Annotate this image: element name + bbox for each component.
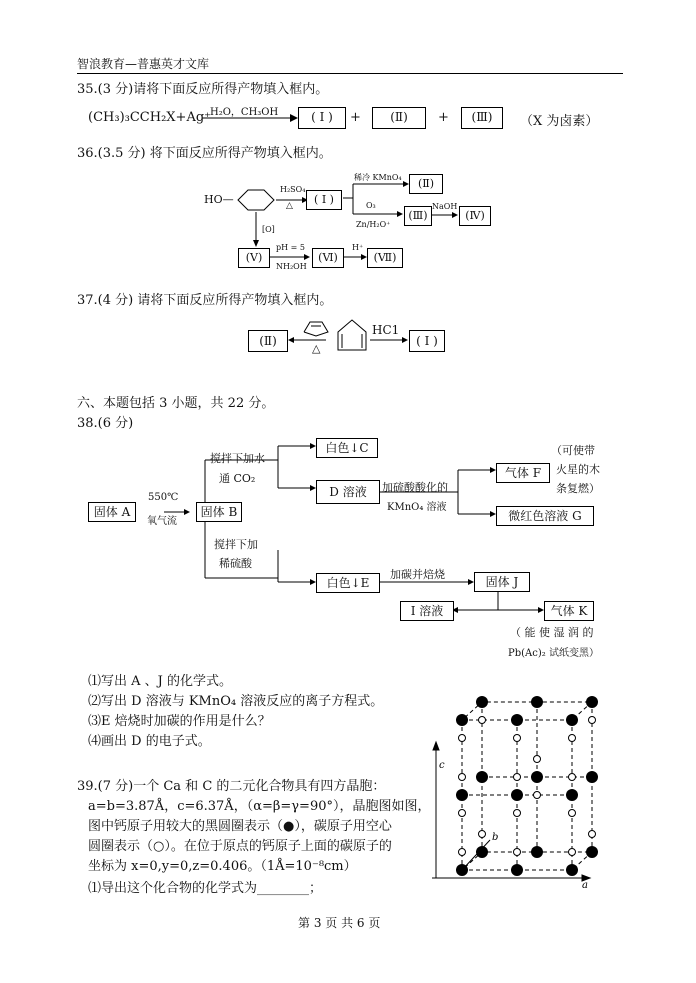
q35-arrow — [200, 112, 300, 124]
cyclopentadiene-structure — [304, 322, 328, 336]
q38-cond-temp: 550℃ — [148, 492, 179, 503]
header-rule — [77, 73, 623, 74]
q39-line-2: a=b=3.87Å，c=6.37Å，（α=β=γ=90°），晶胞图如图， — [88, 799, 431, 814]
q38-gas-f: 气体 F — [496, 463, 550, 483]
q38-i-solution: I 溶液 — [400, 601, 454, 621]
crystal-cell-figure — [432, 690, 612, 890]
q35-prompt: 请将下面反应所得产物填入框内。 — [133, 82, 329, 97]
q38-acid-label-1: 加硫酸酸化的 — [382, 481, 448, 494]
q37-hcl: HC1 — [372, 323, 400, 337]
q36-ph: pH = 5 — [276, 243, 305, 252]
q36-number: 36.(3.5 分) — [77, 146, 146, 161]
q36-box-3: (Ⅲ) — [404, 206, 432, 226]
page-footer: 第 3 页 共 6 页 — [298, 916, 381, 930]
q38-stir-acid-1: 搅拌下加 — [214, 538, 258, 551]
q38-stir-water: 搅拌下加水 — [210, 452, 265, 465]
q36-branch — [341, 176, 411, 226]
q35-box-1: ( I ) — [298, 107, 346, 129]
q38-solid-j: 固体 J — [474, 572, 530, 592]
q38-gas-k-note-1: （ 能 使 湿 润 的 — [510, 626, 594, 639]
section6-title: 六、本题包括 3 小题，共 22 分。 — [77, 396, 275, 411]
q35-condition: H₂O，CH₃OH — [210, 107, 279, 118]
q36-zn: Zn/H₂O⁺ — [356, 220, 391, 229]
q36-heading — [77, 142, 332, 161]
q35-box-3: (Ⅲ) — [461, 107, 503, 129]
q36-o3: O₃ — [366, 201, 376, 210]
q36-kmno4: 稀冷 KMnO₄ — [354, 173, 402, 182]
q35-heading — [77, 78, 328, 97]
q36-box-5: (Ⅴ) — [238, 248, 270, 268]
q35-box-2: (Ⅱ) — [372, 107, 426, 129]
q39-line-6: ⑴导出这个化合物的化学式为________； — [88, 881, 323, 896]
q36-nh2oh: NH₂OH — [276, 262, 307, 271]
q37-box-1: ( I ) — [409, 330, 445, 352]
q36-oxid: [O] — [262, 225, 275, 234]
q38-solution-g: 微红色溶液 G — [496, 506, 594, 526]
q38-sub-4: ⑷画出 D 的电子式。 — [88, 734, 211, 749]
cyclohexane-ring — [238, 190, 274, 210]
q38-carbon-label: 加碳并焙烧 — [390, 568, 445, 581]
q38-co2: 通 CO₂ — [219, 472, 256, 485]
q36-box-6: (Ⅵ) — [312, 248, 344, 268]
q36-h2so4: H₂SO₄ — [280, 185, 306, 194]
q38-sub-1: ⑴写出 A 、J 的化学式。 — [88, 674, 232, 689]
axis-c-label: c — [439, 760, 445, 771]
q38-white-c: 白色↓C — [316, 438, 378, 458]
q38-solid-a: 固体 A — [88, 502, 136, 522]
axis-a-label: a — [582, 880, 588, 890]
axis-b-label: b — [492, 832, 499, 843]
q36-prompt: 将下面反应所得产物填入框内。 — [149, 146, 332, 161]
q37-box-2: (Ⅱ) — [248, 330, 288, 352]
q37-heading — [77, 289, 332, 308]
q39-line-1: 39.(7 分)一个 Ca 和 C 的二元化合物具有四方晶胞： — [77, 779, 386, 794]
q38-gas-f-note-2: 火星的木 — [556, 463, 600, 476]
q38-gas-k-note-2: Pb(Ac)₂ 试纸变黑） — [508, 648, 599, 659]
q37-number: 37.(4 分) — [77, 293, 134, 308]
q36-box-1: ( I ) — [306, 190, 342, 210]
dicyclopentadiene-structure — [338, 320, 366, 350]
q38-sub-2: ⑵写出 D 溶液与 KMnO₄ 溶液反应的离子方程式。 — [88, 694, 384, 709]
q35-plus-2: + — [438, 110, 449, 125]
q39-line-3: 图中钙原子用较大的黑圆圈表示（●），碳原子用空心 — [88, 819, 392, 834]
q35-reactant: (CH₃)₃CCH₂X+Ag⁺ — [88, 110, 212, 125]
q38-d-solution: D 溶液 — [316, 480, 380, 504]
q38-cond-gas: 氧气流 — [147, 516, 177, 527]
q38-acid-label-2: KMnO₄ 溶液 — [387, 502, 447, 513]
q35-number: 35.(3 分) — [77, 82, 134, 97]
q36-ho: HO— — [204, 193, 234, 206]
q35-plus-1: + — [350, 110, 361, 125]
q38-stir-acid-2: 稀硫酸 — [219, 557, 252, 570]
header-title: 智浪教育—普惠英才文库 — [77, 57, 210, 71]
q38-number: 38.(6 分) — [77, 416, 134, 431]
q37-delta: △ — [312, 342, 321, 355]
q38-gas-f-note-1: （可使带 — [551, 444, 595, 457]
q38-solid-b: 固体 B — [196, 502, 242, 522]
q36-box-4: (Ⅳ) — [459, 206, 491, 226]
q36-delta: △ — [286, 201, 293, 211]
q39-line-5: 坐标为 x=0,y=0,z=0.406。（1Å=10⁻⁸cm） — [88, 859, 357, 874]
q35-note: （X 为卤素） — [520, 114, 599, 129]
q38-white-e: 白色↓E — [316, 573, 380, 593]
q36-box-7: (Ⅶ) — [367, 248, 403, 268]
q36-box-2: (Ⅱ) — [409, 174, 443, 194]
q38-gas-f-note-3: 条复燃） — [556, 482, 600, 495]
q36-hplus: H⁺ — [352, 243, 364, 252]
q36-arrow-IV — [430, 210, 460, 220]
q39-line-4: 圆圈表示（○）。在位于原点的钙原子上面的碳原子的 — [88, 839, 392, 854]
q36-naoh: NaOH — [432, 202, 458, 211]
q38-sub-3: ⑶E 焙烧时加碳的作用是什么？ — [88, 714, 271, 729]
q36-arrow-VI — [268, 252, 312, 262]
q38-gas-k: 气体 K — [544, 601, 594, 621]
q36-arrow-VII — [343, 252, 369, 262]
q37-prompt: 请将下面反应所得产物填入框内。 — [137, 293, 333, 308]
